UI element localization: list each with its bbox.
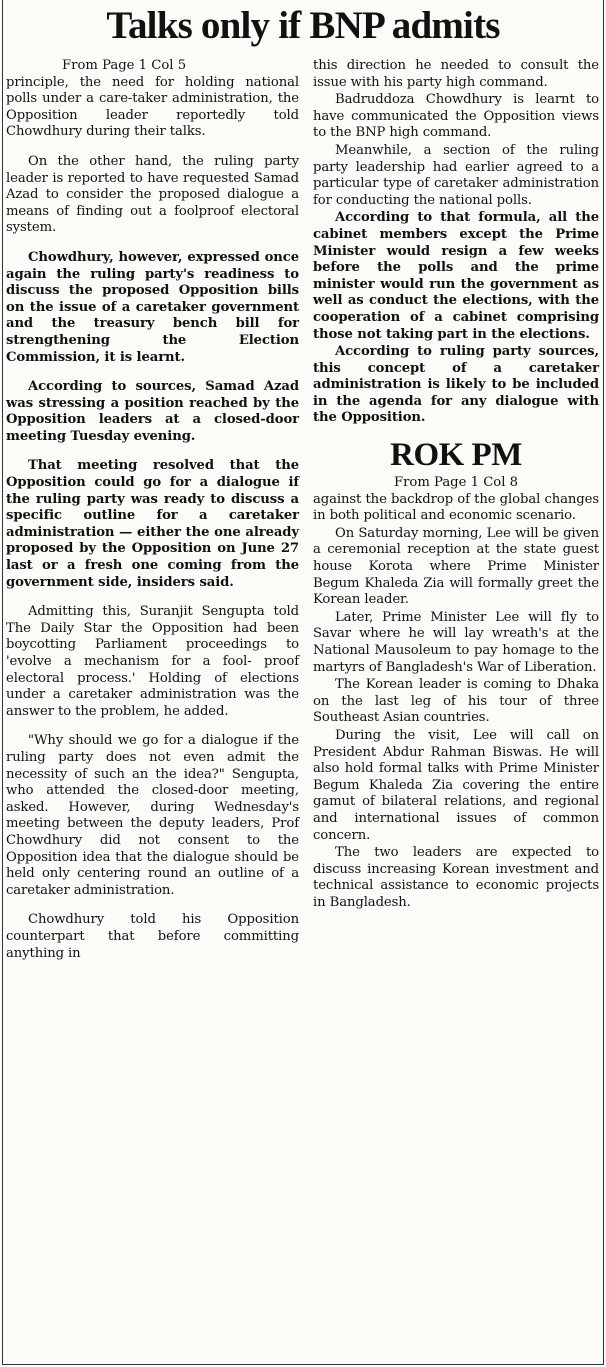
article-paragraph: Chowdhury told his Opposition counterpart that before committing anything in: [6, 912, 299, 961]
article-paragraph: Chowdhury, however, expressed once again the ruling party's readiness to discuss the proposed Opposition bills on the issue of a caretaker government and the treasury bench bill for strengthening the Election Commission, it is learnt.: [6, 249, 299, 365]
article-paragraph: Admitting this, Suranjit Sengupta told The Daily Star the Opposition had been boycotting Parliament proceedings to 'evolve a mechanism for a fool- proof electoral process.' Holding of elections under a caretaker administration was the answer to the problem, he added.: [6, 604, 299, 719]
article-paragraph: That meeting resolved that the Opposition could go for a dialogue if the ruling party was ready to discuss a specific outline for a caretaker administration — either the one already proposed by the Opposition on June 27 last or a fresh one coming from the government side, insiders said.: [6, 458, 299, 590]
rok-pm-story: [313, 435, 599, 911]
article-paragraph: Badruddoza Chowdhury is learnt to have communicated the Opposition views to the BNP high command.: [313, 92, 599, 141]
subheadline: ROK PM: [390, 437, 522, 474]
article-paragraph: "Why should we go for a dialogue if the ruling party does not even admit the necessity of such an the idea?" Sengupta, who attended the closed-door meeting, asked. However, during Wednesday's meeting between the deputy leaders, Prof Chowdhury did not consent to the Opposition idea that the dialogue should be held only centering round an outline of a caretaker administration.: [6, 733, 299, 898]
article-paragraph: On the other hand, the ruling party leader is reported to have requested Samad Azad to consider the proposed dialogue a means of finding out a foolproof electoral system.: [6, 153, 299, 236]
article-paragraph: According to ruling party sources, this concept of a caretaker administration is likely to be included in the agenda for any dialogue with the Opposition.: [313, 344, 599, 426]
jump-line: From Page 1 Col 8: [393, 475, 519, 491]
article-paragraph: Meanwhile, a section of the ruling party leadership had earlier agreed to a particular type of caretaker administration for conducting the national polls.: [313, 142, 599, 208]
article-paragraph: against the backdrop of the global changes in both political and economic scenario.: [313, 491, 599, 524]
article-paragraph: During the visit, Lee will call on President Abdur Rahman Biswas. He will also hold formal talks with Prime Minister Begum Khaleda Zia covering the entire gamut of bilateral relations, and regional and international issues of common concern.: [313, 727, 599, 843]
article-paragraph: principle, the need for holding national polls under a care-taker administration, the Opposition leader reportedly told Chowdhury during their talks.: [6, 74, 299, 140]
headline: Talks only if BNP admits: [106, 4, 500, 47]
article-paragraph: The Korean leader is coming to Dhaka on the last leg of his tour of three Southeast Asian countries.: [313, 677, 599, 726]
right-column: [313, 58, 599, 913]
article-paragraph: On Saturday morning, Lee will be given a ceremonial reception at the state guest house Korota where Prime Minister Begum Khaleda Zia will formally greet the Korean leader.: [313, 525, 599, 608]
left-column: [6, 58, 299, 962]
article-paragraph: this direction he needed to consult the issue with his party high command.: [313, 58, 599, 90]
article-paragraph: The two leaders are expected to discuss increasing Korean investment and technical assistance to economic projects in Bangladesh.: [313, 845, 599, 910]
article-paragraph: According to sources, Samad Azad was stressing a position reached by the Opposition leaders at a closed-door meeting Tuesday evening.: [6, 379, 299, 444]
article-paragraph: Later, Prime Minister Lee will fly to Savar where he will lay wreath's at the National Mausoleum to pay homage to the martyrs of Bangladesh's War of Liberation.: [313, 609, 599, 675]
jump-line: From Page 1 Col 5: [62, 58, 187, 73]
article-paragraph: According to that formula, all the cabinet members except the Prime Minister would resign a few weeks before the polls and the prime minister would run the government as well as conduct the elections, with the cooperation of a cabinet comprising those not taking part in the elections.: [313, 210, 599, 342]
